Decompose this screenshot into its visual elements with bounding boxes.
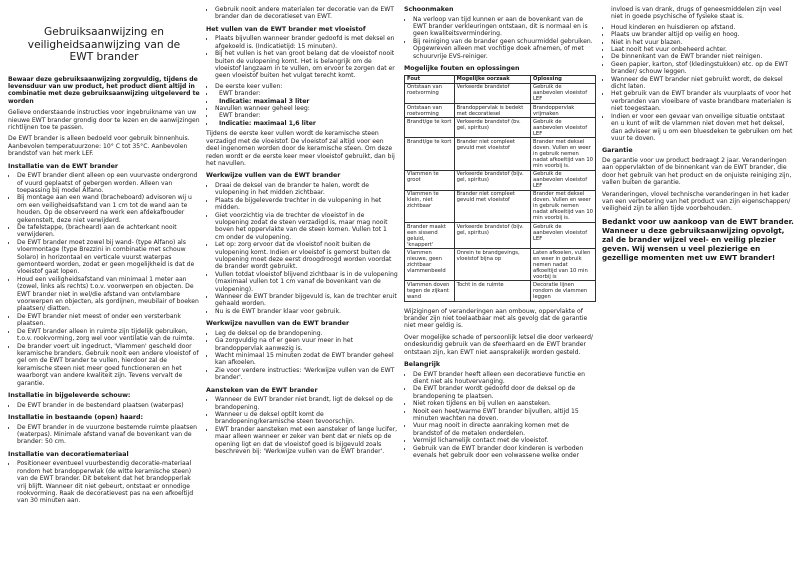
list-item: • Vullen totdat vloeistof blijvend zichtbaar is in de vulopening (maximaal vullen tot 1 cm vanaf de bovenkant van de vulopening). <box>215 271 398 293</box>
column-2 <box>206 6 398 563</box>
list-item: • Positioneer eventueel vuurbestendig decoratie-materiaal rondom het brandopperwlak (de witte keramische steen) van de EWT brander. Dit betekent dat het brandopperlak vrij blijft. Wanneer dit niet gebeurt, ontstaat er onnodige rookvorming. Raak de decoratievest pas na een afkoeltijd van 30 minuten aan. <box>17 460 200 504</box>
list-item: • De EWT brander niet meest of onder een versterbank plaatsen. <box>17 313 200 328</box>
title-line-3: EWT brander <box>69 51 139 63</box>
document-title <box>8 26 200 64</box>
list-item: • Bij reiniging van de brander geen schuurmiddel gebruiken. Opgewreven alleen met vochtige doek afnemen, of met schuurvrije EVS-reiniger. <box>413 38 596 60</box>
heading-fouten: Mogelijke fouten en oplossingen <box>404 65 520 73</box>
table-row <box>405 222 596 248</box>
heading-decoratie: Installatie van decoratiemateriaal <box>8 450 129 458</box>
list-item: • De tafelstappe, (bracheard) aan de achterkant nooit verwijderen. <box>17 224 200 239</box>
list-item: • Indien er voor een gevaar van onveilige situatie ontstaat en u kunt of wilt de vlammen niet doven met het deksel, dan adviseer wij u om een bluesdeken te gebruiken om het vuur te doven. <box>611 113 794 143</box>
heading-schoonmaken: Schoonmaken <box>404 6 454 13</box>
closing-paragraph: Bedankt voor uw aankoop van de EWT brander. Wanneer u deze gebruiksaanwijzing opvolgt, zal de brander wijzel veel- en veilig plezier geven. Wij wensen u veel plezierige en gezellige momenten met uw EWT brander! <box>602 216 794 262</box>
light-list <box>206 396 398 455</box>
list-item: • De EWT brander dient alleen op een vuurvaste ondergrond of vuurd geplaatst of gebergen worden. Alleen van toepassing bij model Alfano. <box>17 172 200 194</box>
table-cell: Verkeerde brandstof <box>454 83 530 103</box>
list-item: • De brander voert uit ingedruct, 'Vlammen' gescheld door keramische branders. Gebruik nooit een andere vloeistof of gel om de EWT brander te vullen, hierdoor zal de keramische steen niet meer goed functioneren en het waarborgt van andere kwaliteit zijn. Tevens vervalt de garantie. <box>17 343 200 387</box>
table-header: Mogelijke oorzaak <box>454 75 530 83</box>
list-item: • Let op: zorg ervoor dat de vloeistof nooit buiten de vulopening komt. Indien er vloeistof is gemorst buiten de vulopening moet deze eerst droogdroogd worden voordat de brander wordt gebruikt. <box>215 241 398 271</box>
deco-list <box>8 460 200 504</box>
list-item: • Draai de deksel van de brander te halen, wordt de vulopening in het midden zichtbaar. <box>215 182 398 197</box>
column-1 <box>8 6 200 563</box>
garantie-paragraph: De garantie voor uw product bedraagt 2 jaar. Veranderingen aan oppervlakten of de binnenkant van de EWT brander, die door het gebruik van het product en de onjuiste reiniging zijn, vallen buiten de garantie. <box>602 156 792 187</box>
table-row <box>405 83 596 103</box>
safety-list <box>602 24 794 143</box>
install-list <box>8 172 200 387</box>
table-cell: Decoratie lijnen rondom de vlammen leggen <box>531 281 596 301</box>
list-item: • Wanneer u de deksel optilt komt de brandopening/keramische steen tevoorschijn. <box>215 411 398 426</box>
table-row <box>405 281 596 301</box>
table-cell: Brander maakt een sissend geluid, 'knappert' <box>405 222 455 248</box>
list-item: • Leg de deksel op de brandopening. <box>215 330 398 337</box>
list-item: • De eerste keer vullen: <box>215 83 398 90</box>
list-item: • Niet in het vuur blazen. <box>611 39 794 46</box>
list-item: • Giet voorzichtig via de trechter de vloeistof in de vulopening zodat de steen verzadigd is, maar mag nooit boven het oppervlakte van de steen komen. Vullen tot 1 cm onder de vulopening. <box>215 212 398 242</box>
list-item: • Vermijd lichamelijk contact met de vloeistof. <box>413 437 596 444</box>
table-cell: Vlammen nieuwe, geen zichtbaar vlammenbeeld <box>405 249 455 281</box>
list-item: • Vuur mag nooit in directe aanraking komen met de brandstof of de metalen onderdelen. <box>413 422 596 437</box>
table-cell: Verkeerde brandstof (bv. gel, spiritus) <box>454 118 530 138</box>
table-cell: Vlammen te klein, niet zichtbaar <box>405 190 455 222</box>
wijzigingen-paragraph: Veranderingen, vlovel technische veranderingen in het kader van een verbetering van het product van zijn eigenschappen/ veiligheid zijn te allen tijde voorbehouden. <box>602 190 791 213</box>
list-item: • Houd kinderen en huisdieren op afstand. <box>611 24 794 31</box>
cont-list <box>602 6 794 21</box>
list-item: • Ga zorgvuldig na of er geen vuur meer in het brandoppervlak aanwezig is. <box>215 337 398 352</box>
table-cell: Brandoppervlak is bedekt met decoratiesel <box>454 104 530 118</box>
table-cell: Gebruik de aanbevolen vloeistof LEF <box>531 118 596 138</box>
list-item: • EWT brander: <box>215 112 398 119</box>
table-header: Oplossing <box>531 75 596 83</box>
list-item: invloed is van drank, drugs of geneesmiddelen zijn veel niet in goede psychische of fysieke staat is. <box>611 6 782 21</box>
heading-werkwijze-navullen: Werkwijze navullen van de EWT brander <box>206 320 350 328</box>
heading-installatie: Installatie van de EWT brander <box>8 162 118 170</box>
table-cell: Brander niet compleet gevuld met vloeistof <box>454 138 530 170</box>
list-item: • Het gebruik van de EWT brander als vuurplaats of voor het verbranden van vloeibare of vaste brandbare materialen is niet toegestaan. <box>611 90 794 112</box>
list-item: • De EWT brander heeft alleen een decoratieve functie en dient niet als houtvervanging. <box>413 371 596 386</box>
list-item: • Plaats bijvullen wanneer brander gedoofd is met deksel en afgekoeld is. (Indicatietijd: 15 minuten). <box>215 35 398 50</box>
heading-belangrijk: Belangrijk <box>404 360 441 368</box>
table-cell: Brandoppervlak vrijmaken <box>531 104 596 118</box>
heading-aansteken: Aansteken van de EWT brander <box>206 386 318 394</box>
list-item: • Nu is de EWT brander klaar voor gebruik. <box>215 308 398 315</box>
list-item: • De EWT brander moet zowel bij wand- (type Alfano) als vloermontage (type Brezzini in combinatie met schouw Solaro) in horizontaal en verticale vuurst waterpas gemonteerd worden, zodat er geen mogelijkheid is dat de vloeistof gaat lopen. <box>17 239 200 276</box>
navul-list <box>206 330 398 382</box>
list-item: • Zie voor verdere instructies: 'Werkwijze vullen van de EWT brander'. <box>215 367 398 382</box>
list-item: • Wanneer de EWT brander niet brandt, ligt de deksel op de brandopening. <box>215 396 398 411</box>
list-item: • Gebruik van de EWT brander door kinderen is verboden evenals het gebruik door een volwassene welke onder <box>413 445 596 460</box>
list-item: • Na verloop van tijd kunnen er aan de bovenkant van de EWT brander verkleuringen ontstaan, dit is normaal en is geen kwaliteitsvermindering. <box>413 16 596 38</box>
fill-sub-list <box>206 83 398 127</box>
list-item: • Laat nooit het vuur onbeheerd achter. <box>611 46 794 53</box>
heading-open-haard: Installatie in bestaande (open) haard: <box>8 413 143 421</box>
list-item: • Plaats de bijgeleverde trechter in de vulopening in het midden. <box>215 197 398 212</box>
list-item: • Wanneer de EWT brander bijgevuld is, kan de trechter eruit gehaald worden. <box>215 293 398 308</box>
table-cell: Vlammen te groot <box>405 170 455 190</box>
table-cell: Gebruik de aanbevolen vloeistof LEF <box>531 83 596 103</box>
table-cell: Onrein te brandgevings, vloeistof bijna op <box>454 249 530 281</box>
list-item: • Geen papier, karton, stof (kledingstukken) etc. op de EWT brander/ schouw leggen. <box>611 61 794 76</box>
title-line-2: veiligheidsaanwijzing van de <box>27 38 181 51</box>
list-item: • Niet roken tijdens en bij vullen en aansteken. <box>413 400 596 407</box>
column-3 <box>404 6 596 563</box>
troubleshooting-table <box>404 75 596 302</box>
list-item: • Houd een veiligheidsafstand van minimaal 1 meter aan (zowel, links als rechts) t.o.v. voorwerpen en objecten. De EWT brander niet in wel/die afstand van ontvlambare voorwerpen en objecten, als gordijnen, meubilair of boeken plaatsen/ diatten. <box>17 276 200 313</box>
heading-werkwijze-vullen: Werkwijze vullen van de EWT brander <box>206 172 341 180</box>
table-row <box>405 249 596 281</box>
table-row <box>405 118 596 138</box>
heading-garantie: Garantie <box>602 147 633 155</box>
list-item: • Indicatie: maximaal 3 liter <box>215 98 398 105</box>
list-item: • EWT brander: <box>215 90 398 97</box>
table-cell: Brander met deksel doven. Vullen en weer in gebruik nemen nadat afkoeltijd van 10 min voorbij is. <box>531 190 596 222</box>
table-cell: Brander met deksel doven. Vullen en weer in gebruik nemen nadat afkoeltijd van 10 min voorbij is. <box>531 138 596 170</box>
fill-list <box>206 35 398 79</box>
change-paragraph: Wijzigingen of veranderingen aan ombouw, oppervlakte of brander zijn niet toelaatbaar met als gevolg dat de garantie niet meer geldig is. <box>404 307 588 330</box>
list-item: • Plaats uw brander altijd op veilig en hoog. <box>611 31 794 38</box>
heading-vullen: Het vullen van de EWT brander met vloeistof <box>206 25 366 33</box>
list-item: • De binnenkant van de EWT brander niet reinigen. <box>611 53 794 60</box>
list-item: • Bij montage aan een wand (bracheboard) advisoren wij u om een veiligheidsafstand van 1 cm tot de wand aan te houden. Op de observeerd na werk een afdekafbouder gekennstelt, deze niet verwijderd. <box>17 194 200 224</box>
list-item: • De EWT brander in de bestendard plaatsen (waterpas) <box>17 402 200 409</box>
list-item: • Gebruik nooit andere materialen ter decoratie van de EWT brander dan de decoratieset van EWT. <box>215 6 398 21</box>
list-item: • Indicatie: maximaal 1,6 liter <box>215 120 398 127</box>
table-cell: Verkeerde brandstof (bijv. gel, spiritus) <box>454 170 530 190</box>
table-cell: Ontstaan van roetvorming <box>405 104 455 118</box>
list-item: • Navullen wanneer geheel leeg: <box>215 105 398 112</box>
list-item: • De EWT brander alleen in ruimte zijn tijdelijk gebruiken, t.o.v. rookvorming, zorg wel voor ventilatie van de ruimte. <box>17 328 200 343</box>
table-cell: Tocht in de ruimte <box>454 281 530 301</box>
title-line-1: Gebruiksaanwijzing en <box>44 26 164 38</box>
column-4 <box>602 6 794 563</box>
table-cell: Verkeerde brandstof (bijv. gel, spiritus) <box>454 222 530 248</box>
schoon-list <box>404 16 596 60</box>
table-header-row <box>405 75 596 83</box>
list-item: • EWT brander aansteken met een aansteker of lange lucifer, maar alleen wanneer er zeker van bent dat er niets op de opening ligt en dat de vloeistof goed is bijgevuld zoals beschreven bij: 'Werkwijze vullen van de EWT brander'. <box>215 426 398 456</box>
schouw-list <box>8 402 200 409</box>
usage-paragraph: De EWT brander is alleen bedoeld voor gebruik binnenhuis. Aanbevolen temperatuurzone: 10° C tot 35°C. Aanbevolen brandstof van het merk LEF. <box>8 135 190 158</box>
top-list <box>206 6 398 21</box>
list-item: • Nooit een heet/warme EWT brander bijvullen, altijd 15 minuten wachten na doven. <box>413 408 596 423</box>
table-row <box>405 138 596 170</box>
open-list <box>8 424 200 446</box>
table-cell: Brander niet compleet gevuld met vloeistof <box>454 190 530 222</box>
table-row <box>405 170 596 190</box>
list-item: • Wacht minimaal 15 minuten zodat de EWT brander geheel kan afkoelen. <box>215 352 398 367</box>
list-item: • De EWT brander wordt gedoofd door de deksel op de brandopening te plaatsen. <box>413 385 596 400</box>
liability-paragraph: Over mogelijke schade of persoonlijk letsel die door verkeerd/ ondeskundig gebruik van de sfeerhaard en de EWT brander ontstaan zijn, kan EWT niet aansprakelijk worden gesteld. <box>404 333 593 356</box>
table-header: Fout <box>405 75 455 83</box>
table-cell: Laten afkoelen, vullen en weer in gebruik nemen nadat afkoeltijd van 10 min voorbij is <box>531 249 596 281</box>
lead-paragraph: Bewaar deze gebruiksaanwijzing zorgvuldig, tijdens de levensduur van uw product, het product dient altijd in combinatie met deze gebruiksaanwijzing uitgeleverd te worden <box>8 75 200 105</box>
table-cell: Brandt/ge te kort <box>405 118 455 138</box>
table-cell: Vlammen doven tegen de zijkant wand <box>405 281 455 301</box>
proc-list <box>206 182 398 315</box>
table-cell: Brandt/ge te kort <box>405 138 455 170</box>
table-row <box>405 104 596 118</box>
list-item: • De EWT brander in de vuurzone bestemde ruimte plaatsen (waterpas). Minimale afstand vanaf de bovenkant van de brander: 50 cm. <box>17 424 200 446</box>
list-item: • Bij het vullen is het van groot belang dat de vloeistof nooit buiten de vulopening komt. Het is belangrijk om de vloeistof langzaam in te vullen, om ervoor te zorgen dat er geen vloeistof buiten het vulgat terecht komt. <box>215 50 398 80</box>
fill-paragraph: Tijdens de eerste keer vullen wordt de keramische steen verzadigd met de vloeistof. De vloeistof zal altijd voor een deel ingenomen worden door de keramische steen. Om deze reden wordt er de eerste keer meer vloeistof gebruikt, dan bij het navullen. <box>206 130 395 167</box>
intro-paragraph: Gelieve onderstaande instructies voor ingebruikname van uw nieuwe EWT brander grondig door te lezen en de aanwijzingen richtlijnen toe te passen. <box>8 109 200 131</box>
belang-list <box>404 371 596 460</box>
table-row <box>405 190 596 222</box>
table-cell: Gebruik de aanbevolen vloeistof LEF <box>531 170 596 190</box>
list-item: • Wanneer de EWT brander niet gebruikt wordt, de deksel dicht laten. <box>611 76 794 91</box>
table-cell: Ontstaan van roetvorming <box>405 83 455 103</box>
table-cell: Gebruik de aanbevolen vloeistof LEF <box>531 222 596 248</box>
heading-schouw: Installatie in bijgeleverde schouw: <box>8 391 131 399</box>
